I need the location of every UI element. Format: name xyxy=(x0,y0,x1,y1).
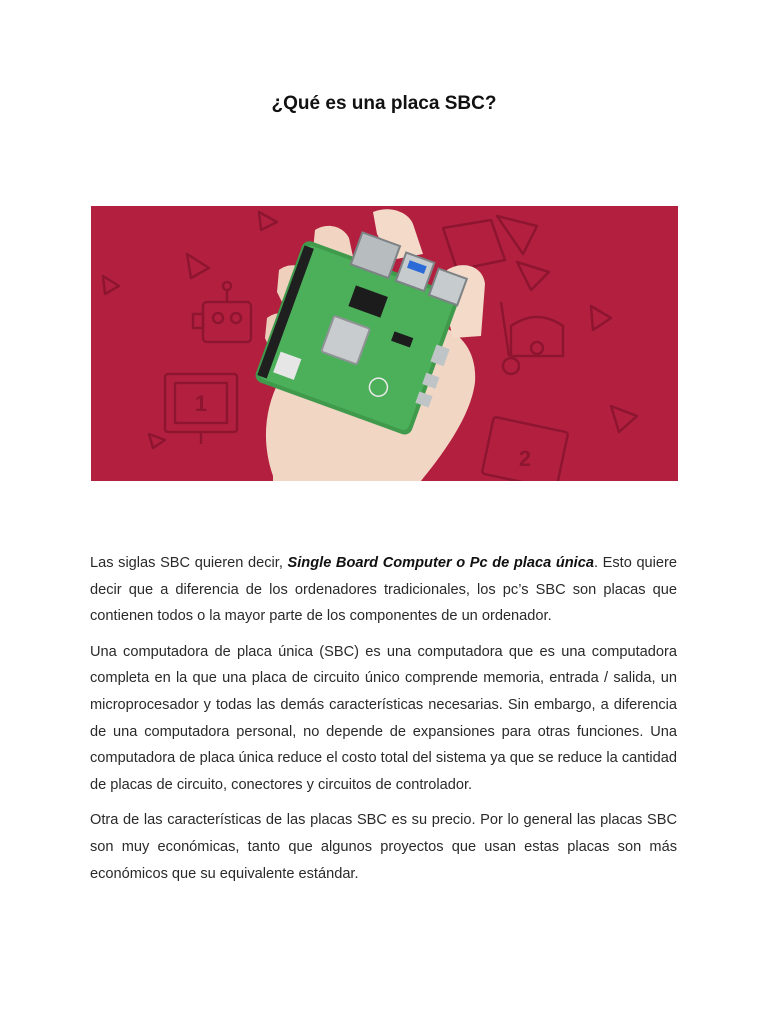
article-body xyxy=(90,550,677,896)
page-title: ¿Qué es una placa SBC? xyxy=(271,93,497,114)
paragraph-1-intro: Las siglas SBC quieren decir, xyxy=(90,555,288,571)
hero-image xyxy=(91,206,678,481)
raspberry-pi-in-hand-illustration xyxy=(91,206,678,481)
doodle-label-2: 2 xyxy=(518,446,532,471)
paragraph-1-rest: . Esto quiere decir que a diferencia de los ordenadores tradicionales, los pc’s SBC son placas que contienen todos o la mayor parte de los componentes de un ordenador. xyxy=(90,555,678,625)
paragraph-1-emphasis: Single Board Computer o Pc de placa única xyxy=(287,555,594,571)
doodle-label-1: 1 xyxy=(194,391,208,416)
paragraph-3: Otra de las características de las placas SBC es su precio. Por lo general las placas SBC son muy económicas, tanto que algunos proyectos que usan estas placas son más económicos que su equivalente estándar. xyxy=(90,812,677,882)
paragraph-1 xyxy=(90,550,677,630)
paragraph-2: Una computadora de placa única (SBC) es una computadora que es una computadora completa en la que una placa de circuito único comprende memoria, entrada / salida, un microprocesador y todas las demás características necesarias. Sin embargo, a diferencia de una computadora personal, no depende de expansiones para otras funciones. Una computadora de placa única reduce el costo total del sistema ya que se reduce la cantidad de placas de circuito, conectores y circuitos de controlador. xyxy=(90,643,677,793)
